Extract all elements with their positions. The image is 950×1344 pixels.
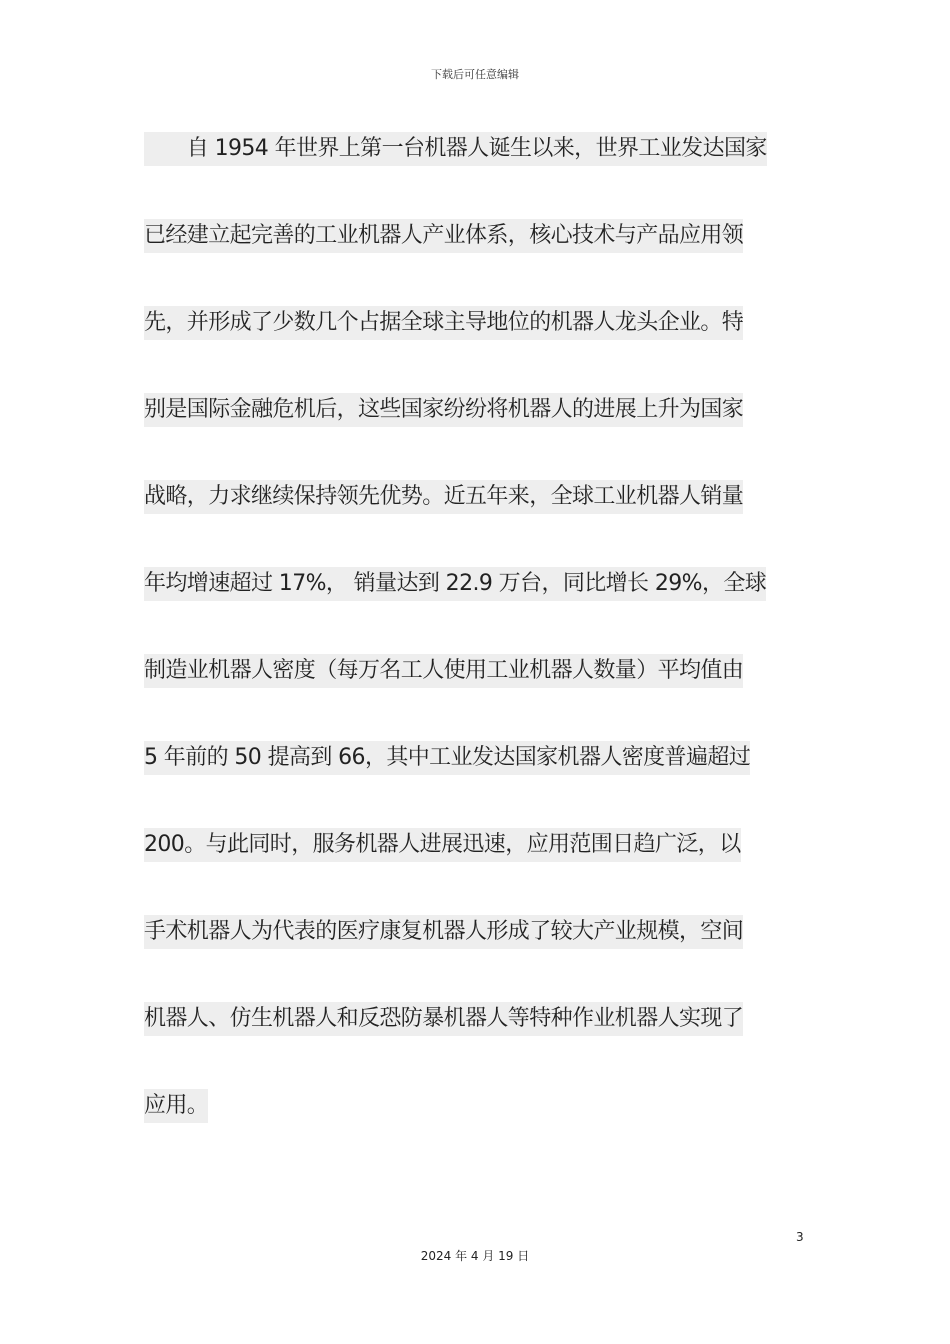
page-header: 下载后可任意编辑 (431, 68, 519, 81)
paragraph-line: 制造业机器人密度（每万名工人使用工业机器人数量）平均值由 (144, 654, 743, 688)
paragraph-line: 年均增速超过 17%， 销量达到 22.9 万台，同比增长 29%，全球 (144, 567, 766, 601)
footer-date: 2024 年 4 月 19 日 (420, 1249, 530, 1263)
paragraph-line: 应用。 (144, 1089, 208, 1123)
paragraph-line: 已经建立起完善的工业机器人产业体系，核心技术与产品应用领 (144, 219, 743, 253)
paragraph-line: 自 1954 年世界上第一台机器人诞生以来，世界工业发达国家 (144, 132, 767, 166)
paragraph-line: 200。与此同时，服务机器人进展迅速，应用范围日趋广泛，以 (144, 828, 741, 862)
paragraph-line: 先，并形成了少数几个占据全球主导地位的机器人龙头企业。特 (144, 306, 743, 340)
paragraph-line: 手术机器人为代表的医疗康复机器人形成了较大产业规模，空间 (144, 915, 743, 949)
page-number: 3 (796, 1230, 804, 1244)
paragraph-line: 战略，力求继续保持领先优势。近五年来，全球工业机器人销量 (144, 480, 743, 514)
paragraph-line: 5 年前的 50 提高到 66，其中工业发达国家机器人密度普遍超过 (144, 741, 750, 775)
paragraph-line: 别是国际金融危机后，这些国家纷纷将机器人的进展上升为国家 (144, 393, 743, 427)
paragraph-line: 机器人、仿生机器人和反恐防暴机器人等特种作业机器人实现了 (144, 1002, 743, 1036)
